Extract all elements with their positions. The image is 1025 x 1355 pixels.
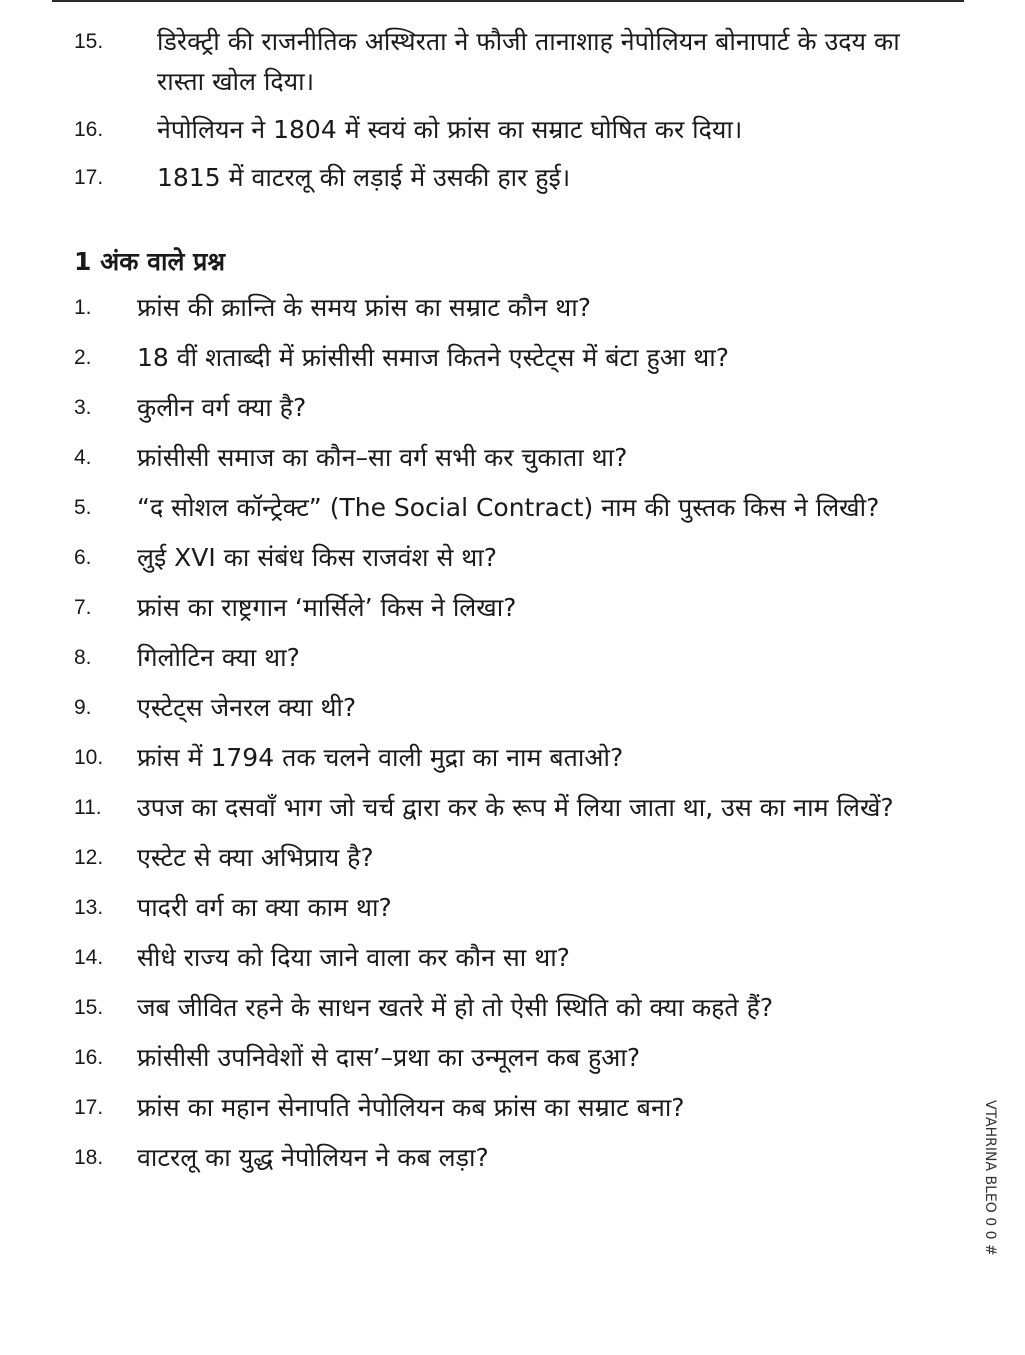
question-item	[52, 688, 952, 728]
question-list	[52, 288, 952, 1178]
question-text: एस्टेट्स जेनरल क्या थी?	[137, 693, 357, 722]
question-number: 9.	[74, 696, 92, 719]
top-rule	[52, 0, 964, 2]
question-text: लुई XVI का संबंध किस राजवंश से था?	[137, 543, 498, 572]
question-number: 6.	[74, 546, 92, 569]
question-item	[52, 1138, 952, 1178]
question-item	[52, 488, 952, 528]
question-item	[52, 438, 952, 478]
question-number: 8.	[74, 646, 92, 669]
question-item	[52, 638, 952, 678]
question-number: 3.	[74, 396, 92, 419]
question-item	[52, 888, 952, 928]
list-item	[52, 110, 952, 150]
question-item	[52, 738, 952, 778]
question-number: 4.	[74, 446, 92, 469]
question-text: कुलीन वर्ग क्या है?	[137, 393, 307, 422]
question-item	[52, 788, 952, 828]
question-number: 2.	[74, 346, 92, 369]
question-text: फ्रांस में 1794 तक चलने वाली मुद्रा का नाम बताओ?	[137, 743, 624, 772]
question-item	[52, 988, 952, 1028]
question-number: 5.	[74, 496, 92, 519]
continuation-list	[52, 22, 952, 198]
question-item	[52, 1088, 952, 1128]
question-number: 18.	[74, 1146, 104, 1169]
question-text: फ्रांस का महान सेनापति नेपोलियन कब फ्रांस का सम्राट बना?	[137, 1093, 685, 1122]
question-number: 17.	[74, 1096, 104, 1119]
question-text: उपज का दसवाँ भाग जो चर्च द्वारा कर के रूप में लिया जाता था, उस का नाम लिखें?	[137, 793, 894, 822]
item-number: 15.	[74, 30, 104, 53]
question-text: गिलोटिन क्या था?	[137, 643, 300, 672]
question-number: 10.	[74, 746, 104, 769]
question-number: 7.	[74, 596, 92, 619]
item-text: नेपोलियन ने 1804 में स्वयं को फ्रांस का सम्राट घोषित कर दिया।	[157, 115, 743, 144]
question-number: 13.	[74, 896, 104, 919]
watermark-text: VTAHRINA BLEO 0 0 #	[982, 1100, 998, 1256]
question-item	[52, 288, 952, 328]
question-text: एस्टेट से क्या अभिप्राय है?	[137, 843, 374, 872]
question-item	[52, 588, 952, 628]
question-item	[52, 538, 952, 578]
question-item	[52, 388, 952, 428]
question-number: 1.	[74, 296, 92, 319]
question-number: 11.	[74, 796, 102, 819]
question-text: पादरी वर्ग का क्या काम था?	[137, 893, 392, 922]
question-item	[52, 1038, 952, 1078]
question-text: जब जीवित रहने के साधन खतरे में हो तो ऐसी स्थिति को क्या कहते हैं?	[137, 993, 774, 1022]
item-number: 17.	[74, 166, 104, 189]
question-item	[52, 938, 952, 978]
question-text: “द सोशल कॉन्ट्रेक्ट” (The Social Contract) नाम की पुस्तक किस ने लिखी?	[137, 493, 880, 522]
question-number: 15.	[74, 996, 104, 1019]
page-content	[52, 22, 952, 1188]
item-number: 16.	[74, 118, 104, 141]
item-text: डिरेक्ट्री की राजनीतिक अस्थिरता ने फौजी तानाशाह नेपोलियन बोनापार्ट के उदय का रास्ता खोल दिया।	[157, 27, 900, 96]
question-number: 16.	[74, 1046, 104, 1069]
question-item	[52, 338, 952, 378]
item-text: 1815 में वाटरलू की लड़ाई में उसकी हार हुई।	[157, 163, 571, 192]
question-number: 12.	[74, 846, 104, 869]
list-item	[52, 158, 952, 198]
question-text: वाटरलू का युद्ध नेपोलियन ने कब लड़ा?	[137, 1143, 489, 1172]
question-text: सीधे राज्य को दिया जाने वाला कर कौन सा था?	[137, 943, 570, 972]
question-text: फ्रांसीसी उपनिवेशों से दास’–प्रथा का उन्मूलन कब हुआ?	[137, 1043, 641, 1072]
question-item	[52, 838, 952, 878]
question-text: फ्रांस का राष्ट्रगान ‘मार्सिले’ किस ने लिखा?	[137, 593, 517, 622]
side-watermark	[972, 1100, 1022, 1310]
question-number: 14.	[74, 946, 104, 969]
question-text: 18 वीं शताब्दी में फ्रांसीसी समाज कितने एस्टेट्स में बंटा हुआ था?	[137, 343, 730, 372]
section-heading: 1 अंक वाले प्रश्न	[74, 247, 226, 276]
question-text: फ्रांस की क्रान्ति के समय फ्रांस का सम्राट कौन था?	[137, 293, 592, 322]
list-item	[52, 22, 952, 102]
question-text: फ्रांसीसी समाज का कौन–सा वर्ग सभी कर चुकाता था?	[137, 443, 628, 472]
